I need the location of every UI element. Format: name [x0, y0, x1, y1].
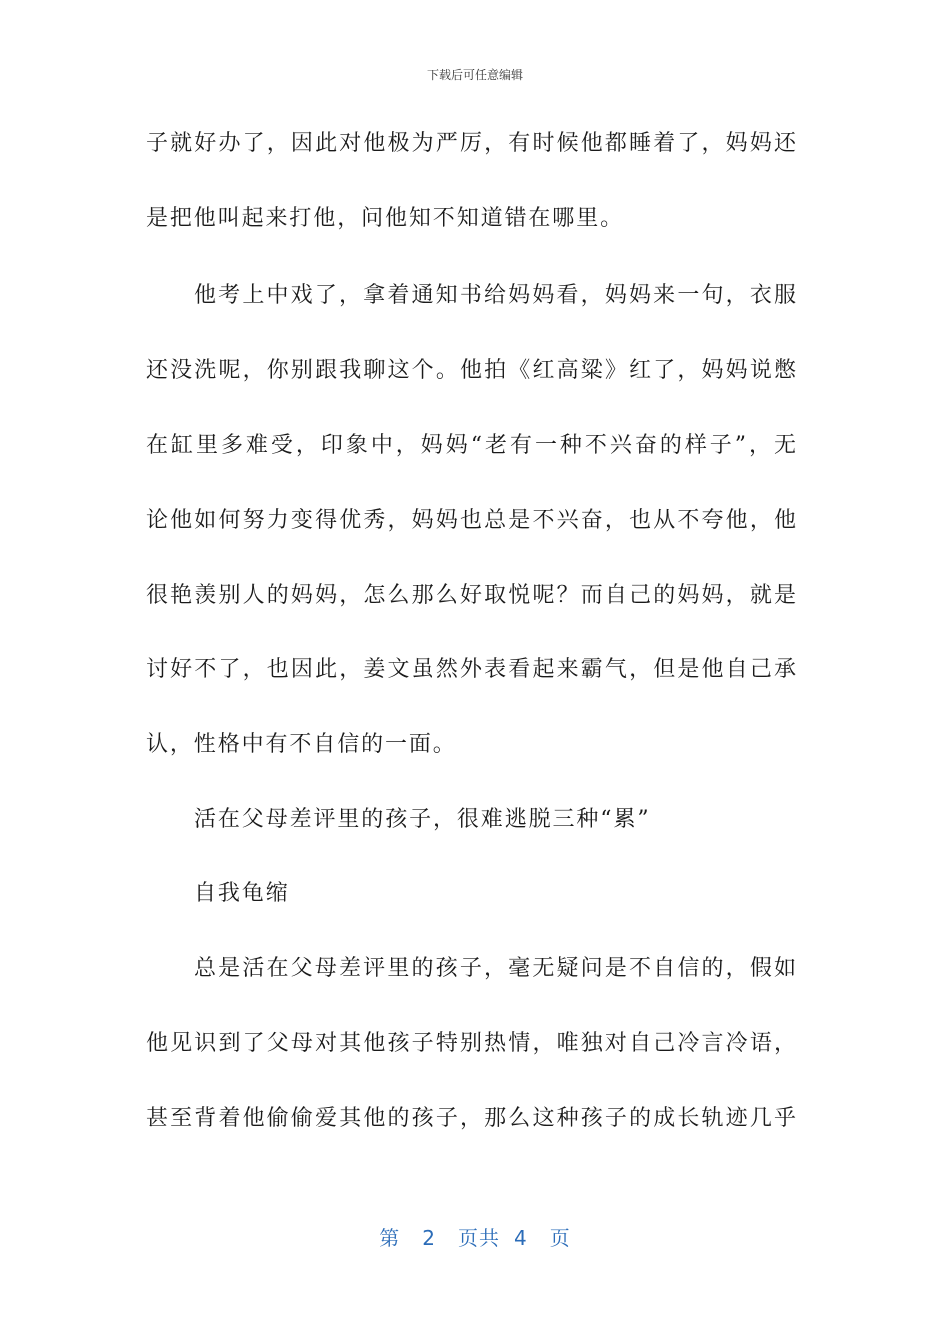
text-line: 论他如何努力变得优秀，妈妈也总是不兴奋，也从不夸他，他	[146, 508, 796, 533]
page-footer	[0, 1222, 950, 1251]
text-line: 他见识到了父母对其他孩子特别热情，唯独对自己冷言冷语，	[146, 1031, 796, 1056]
text-line: 子就好办了，因此对他极为严厉，有时候他都睡着了，妈妈还	[146, 131, 796, 156]
text-line: 认，性格中有不自信的一面。	[146, 732, 457, 757]
text-line: 在缸里多难受，印象中，妈妈“老有一种不兴奋的样子”，无	[146, 433, 796, 458]
footer-prefix: 第	[379, 1226, 401, 1250]
current-page-number: 2	[422, 1226, 436, 1250]
text-line: 总是活在父母差评里的孩子，毫无疑问是不自信的，假如	[194, 956, 796, 981]
subsection-heading: 自我龟缩	[194, 881, 290, 906]
page-header: 下载后可任意编辑	[426, 68, 523, 82]
text-line: 还没洗呢，你别跟我聊这个。他拍《红高粱》红了，妈妈说憋	[146, 358, 796, 383]
text-line: 讨好不了，也因此，姜文虽然外表看起来霸气，但是他自己承	[146, 657, 796, 682]
footer-middle: 页共	[458, 1226, 500, 1250]
total-pages-number: 4	[514, 1226, 528, 1250]
footer-suffix: 页	[549, 1226, 571, 1250]
text-line: 是把他叫起来打他，问他知不知道错在哪里。	[146, 206, 625, 231]
text-line: 很艳羡别人的妈妈，怎么那么好取悦呢？而自己的妈妈，就是	[146, 583, 796, 608]
section-heading: 活在父母差评里的孩子，很难逃脱三种“累”	[194, 807, 651, 832]
text-line: 他考上中戏了，拿着通知书给妈妈看，妈妈来一句，衣服	[194, 283, 796, 308]
text-line: 甚至背着他偷偷爱其他的孩子，那么这种孩子的成长轨迹几乎	[146, 1106, 796, 1131]
